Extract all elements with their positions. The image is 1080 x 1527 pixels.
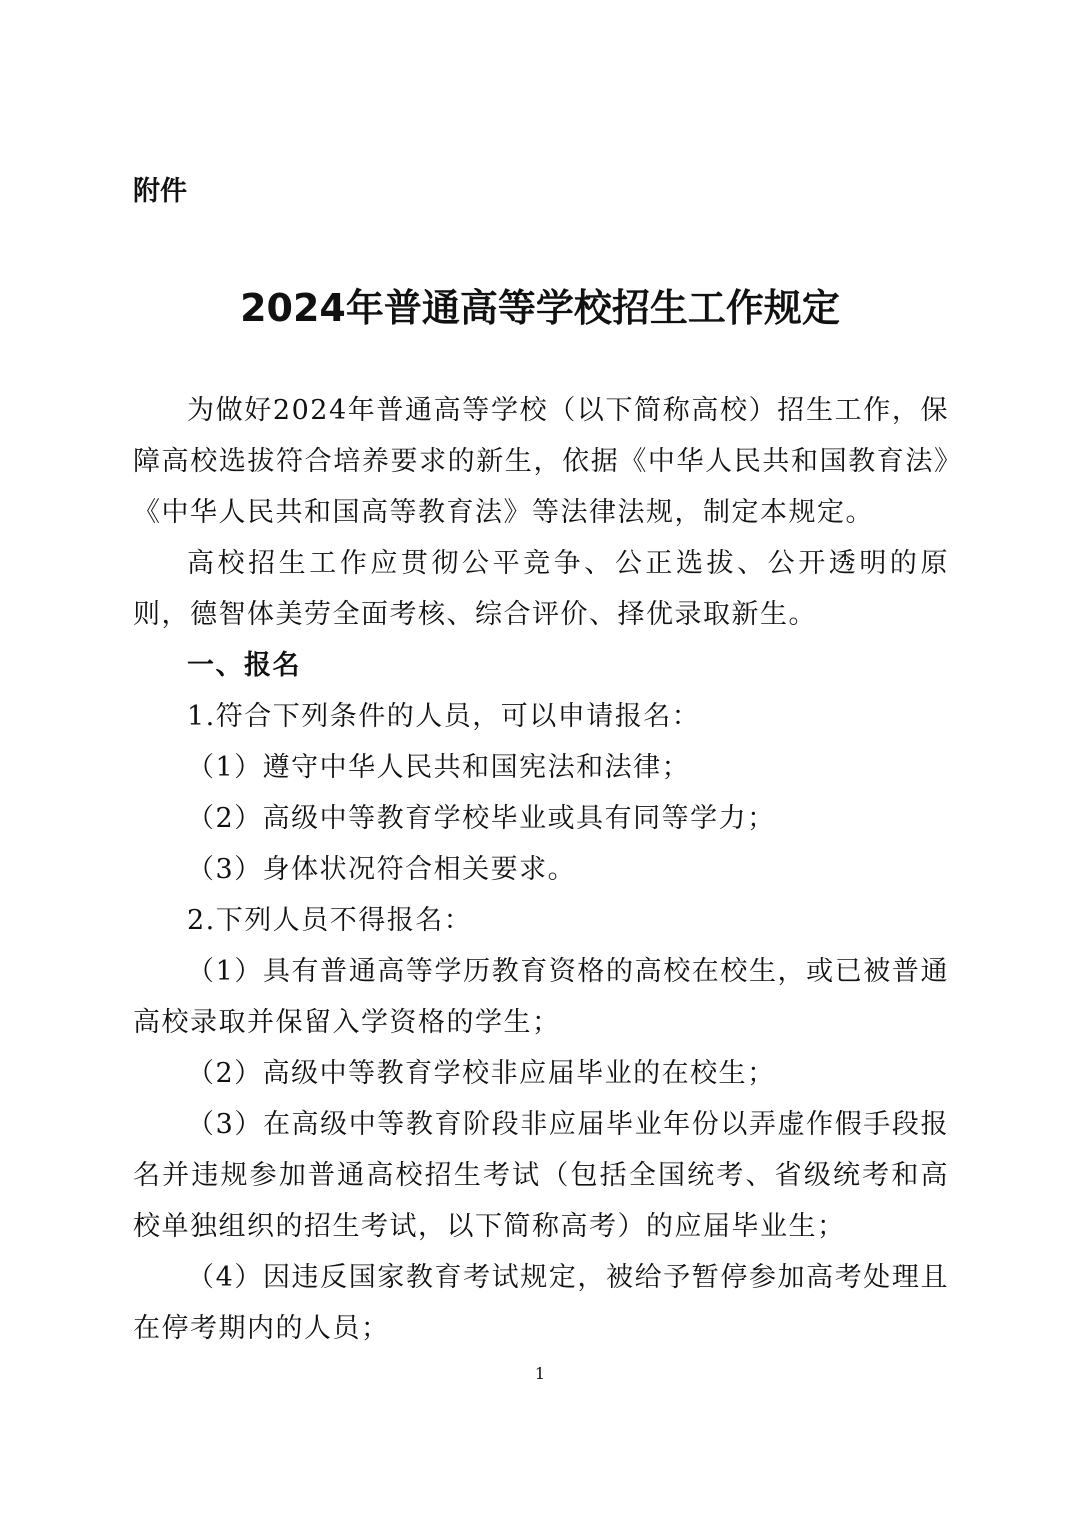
- paragraph-intro-1: 为做好2024年普通高等学校（以下简称高校）招生工作，保障高校选拔符合培养要求的新生，依据《中华人民共和国教育法》《中华人民共和国高等教育法》等法律法规，制定本规定。: [133, 395, 949, 528]
- document-body: [133, 385, 949, 1354]
- clause-1-item-1: （1）遵守中华人民共和国宪法和法律；: [187, 752, 691, 783]
- clause-1-item-2: （2）高级中等教育学校毕业或具有同等学力；: [187, 803, 776, 834]
- clause-2-item-4: （4）因违反国家教育考试规定，被给予暂停参加高考处理且在停考期内的人员；: [133, 1262, 949, 1344]
- clause-2-item-1: （1）具有普通高等学历教育资格的高校在校生，或已被普通高校录取并保留入学资格的学生；: [133, 956, 949, 1038]
- clause-2-item-3: （3）在高级中等教育阶段非应届毕业年份以弄虚作假手段报名并违规参加普通高校招生考试（包括全国统考、省级统考和高校单独组织的招生考试，以下简称高考）的应届毕业生；: [133, 1109, 949, 1242]
- clause-2: 2.下列人员不得报名：: [187, 905, 473, 936]
- paragraph-intro-2: 高校招生工作应贯彻公平竞争、公正选拔、公开透明的原则，德智体美劳全面考核、综合评价、择优录取新生。: [133, 548, 949, 630]
- clause-1: 1.符合下列条件的人员，可以申请报名：: [187, 701, 701, 732]
- clause-2-item-2: （2）高级中等教育学校非应届毕业的在校生；: [187, 1058, 776, 1089]
- clause-1-item-3: （3）身体状况符合相关要求。: [187, 854, 577, 885]
- section-heading-registration: 一、报名: [187, 650, 301, 681]
- attachment-label: 附件: [133, 176, 187, 207]
- document-title: 2024年普通高等学校招生工作规定: [240, 286, 840, 330]
- page-number: 1: [534, 1364, 546, 1383]
